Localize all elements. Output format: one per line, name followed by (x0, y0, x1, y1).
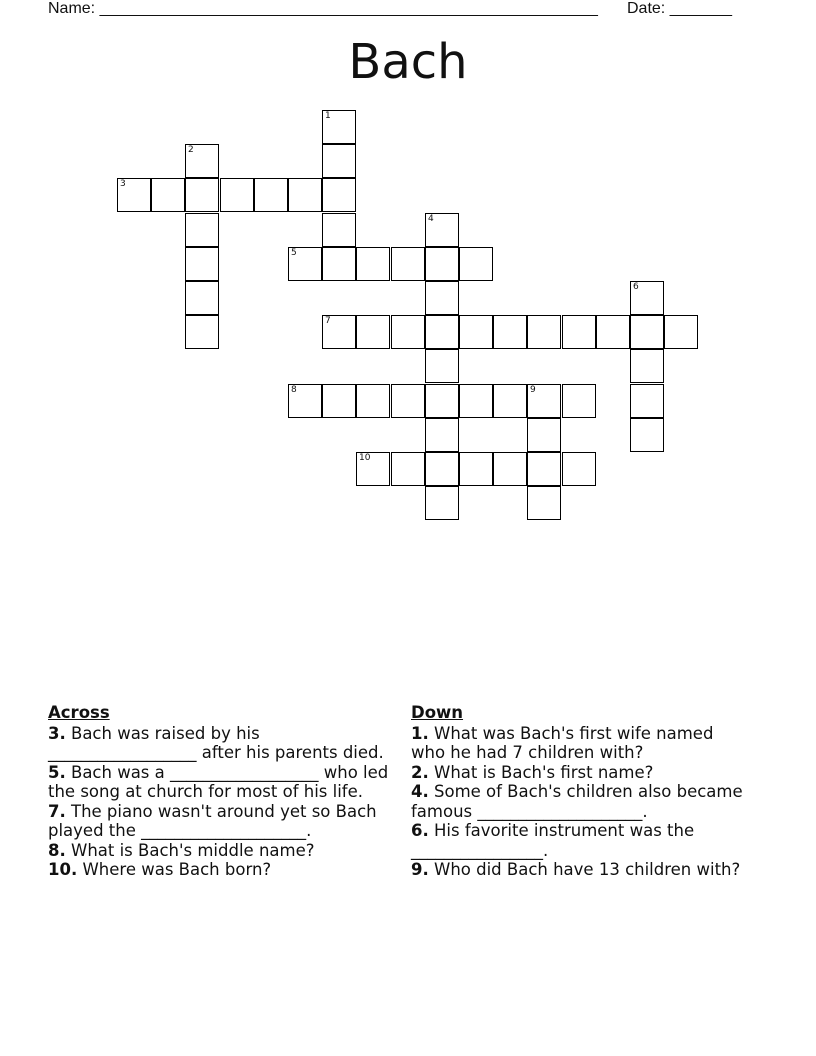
grid-cell[interactable] (562, 315, 596, 349)
grid-cell[interactable] (562, 384, 596, 418)
cell-number: 2 (188, 145, 194, 155)
clue-down-4 (411, 782, 751, 821)
across-heading: Across (48, 703, 110, 722)
clue-down-9 (411, 860, 751, 880)
grid-cell[interactable] (562, 452, 596, 486)
clue-across-3 (48, 724, 400, 763)
grid-cell[interactable] (288, 178, 322, 212)
grid-cell[interactable] (493, 384, 527, 418)
clue-across-5 (48, 763, 400, 802)
clue-text: Bach was raised by his __________________ after his parents died. (48, 723, 384, 762)
grid-cell[interactable] (322, 247, 356, 281)
cell-number: 10 (359, 453, 371, 463)
clue-across-10 (48, 860, 400, 880)
grid-cell[interactable] (391, 247, 425, 281)
clue-number: 9. (411, 860, 429, 879)
grid-cell[interactable] (630, 349, 664, 383)
cell-number: 3 (120, 179, 126, 189)
grid-cell[interactable] (459, 452, 493, 486)
grid-cell[interactable] (527, 452, 561, 486)
grid-cell[interactable] (356, 315, 390, 349)
clue-text: Who did Bach have 13 children with? (434, 860, 741, 879)
grid-cell[interactable] (288, 247, 322, 281)
grid-cell[interactable] (322, 384, 356, 418)
grid-cell[interactable] (425, 452, 459, 486)
grid-cell[interactable] (596, 315, 630, 349)
grid-cell[interactable] (254, 178, 288, 212)
puzzle-title: Bach (348, 34, 468, 90)
clue-number: 3. (48, 723, 66, 743)
grid-cell[interactable] (527, 418, 561, 452)
clue-across-7 (48, 802, 400, 841)
grid-cell[interactable] (288, 384, 322, 418)
clue-text: His favorite instrument was the ________________. (411, 821, 695, 860)
grid-cell[interactable] (185, 315, 219, 349)
grid-cell[interactable] (425, 247, 459, 281)
down-clues (411, 703, 751, 880)
cell-number: 8 (291, 385, 297, 395)
clue-down-2 (411, 763, 751, 783)
grid-cell[interactable] (664, 315, 698, 349)
grid-cell[interactable] (322, 178, 356, 212)
cell-number: 5 (291, 248, 297, 258)
clue-number: 1. (411, 723, 429, 743)
grid-cell[interactable] (185, 178, 219, 212)
grid-cell[interactable] (630, 281, 664, 315)
grid-cell[interactable] (630, 315, 664, 349)
grid-cell[interactable] (185, 213, 219, 247)
grid-cell[interactable] (459, 384, 493, 418)
grid-cell[interactable] (322, 110, 356, 144)
clue-text: Where was Bach born? (82, 860, 272, 879)
clue-text: What was Bach's first wife named who he had 7 children with? (411, 723, 714, 762)
grid-cell[interactable] (459, 247, 493, 281)
grid-cell[interactable] (356, 452, 390, 486)
clue-number: 4. (411, 782, 429, 801)
clue-number: 8. (48, 840, 66, 860)
grid-cell[interactable] (425, 315, 459, 349)
grid-cell[interactable] (391, 315, 425, 349)
grid-cell[interactable] (391, 452, 425, 486)
clue-number: 6. (411, 821, 429, 840)
grid-cell[interactable] (527, 384, 561, 418)
grid-cell[interactable] (322, 213, 356, 247)
grid-cell[interactable] (391, 384, 425, 418)
clue-text: Bach was a __________________ who led the song at church for most of his life. (48, 762, 389, 801)
grid-cell[interactable] (425, 418, 459, 452)
clue-number: 2. (411, 762, 429, 782)
clue-number: 5. (48, 762, 66, 782)
grid-cell[interactable] (356, 247, 390, 281)
grid-cell[interactable] (425, 281, 459, 315)
date-field[interactable]: Date: _______ (627, 0, 732, 17)
grid-cell[interactable] (151, 178, 185, 212)
grid-cell[interactable] (185, 247, 219, 281)
grid-cell[interactable] (425, 384, 459, 418)
grid-cell[interactable] (493, 452, 527, 486)
clue-text: What is Bach's middle name? (71, 840, 315, 860)
grid-cell[interactable] (322, 144, 356, 178)
grid-cell[interactable] (425, 213, 459, 247)
cell-number: 6 (633, 282, 639, 292)
grid-cell[interactable] (425, 349, 459, 383)
clue-number: 10. (48, 860, 78, 879)
clue-down-1 (411, 724, 751, 763)
grid-cell[interactable] (527, 315, 561, 349)
clue-text: Some of Bach's children also became famous ____________________. (411, 782, 743, 821)
clue-down-6 (411, 821, 751, 860)
cell-number: 9 (530, 385, 536, 395)
cell-number: 7 (325, 316, 331, 326)
grid-cell[interactable] (185, 281, 219, 315)
clue-number: 7. (48, 801, 66, 821)
grid-cell[interactable] (425, 486, 459, 520)
grid-cell[interactable] (493, 315, 527, 349)
across-clues (48, 703, 400, 880)
clue-across-8 (48, 841, 400, 861)
cell-number: 1 (325, 111, 331, 121)
name-field[interactable]: Name: ________________________________________________________ (48, 0, 598, 17)
cell-number: 4 (428, 214, 434, 224)
grid-cell[interactable] (527, 486, 561, 520)
grid-cell[interactable] (117, 178, 151, 212)
grid-cell[interactable] (185, 144, 219, 178)
grid-cell[interactable] (220, 178, 254, 212)
grid-cell[interactable] (459, 315, 493, 349)
clue-text: What is Bach's first name? (434, 762, 654, 782)
grid-cell[interactable] (630, 384, 664, 418)
grid-cell[interactable] (630, 418, 664, 452)
grid-cell[interactable] (356, 384, 390, 418)
grid-cell[interactable] (322, 315, 356, 349)
down-heading: Down (411, 703, 464, 722)
clue-text: The piano wasn't around yet so Bach played the ____________________. (48, 801, 377, 840)
